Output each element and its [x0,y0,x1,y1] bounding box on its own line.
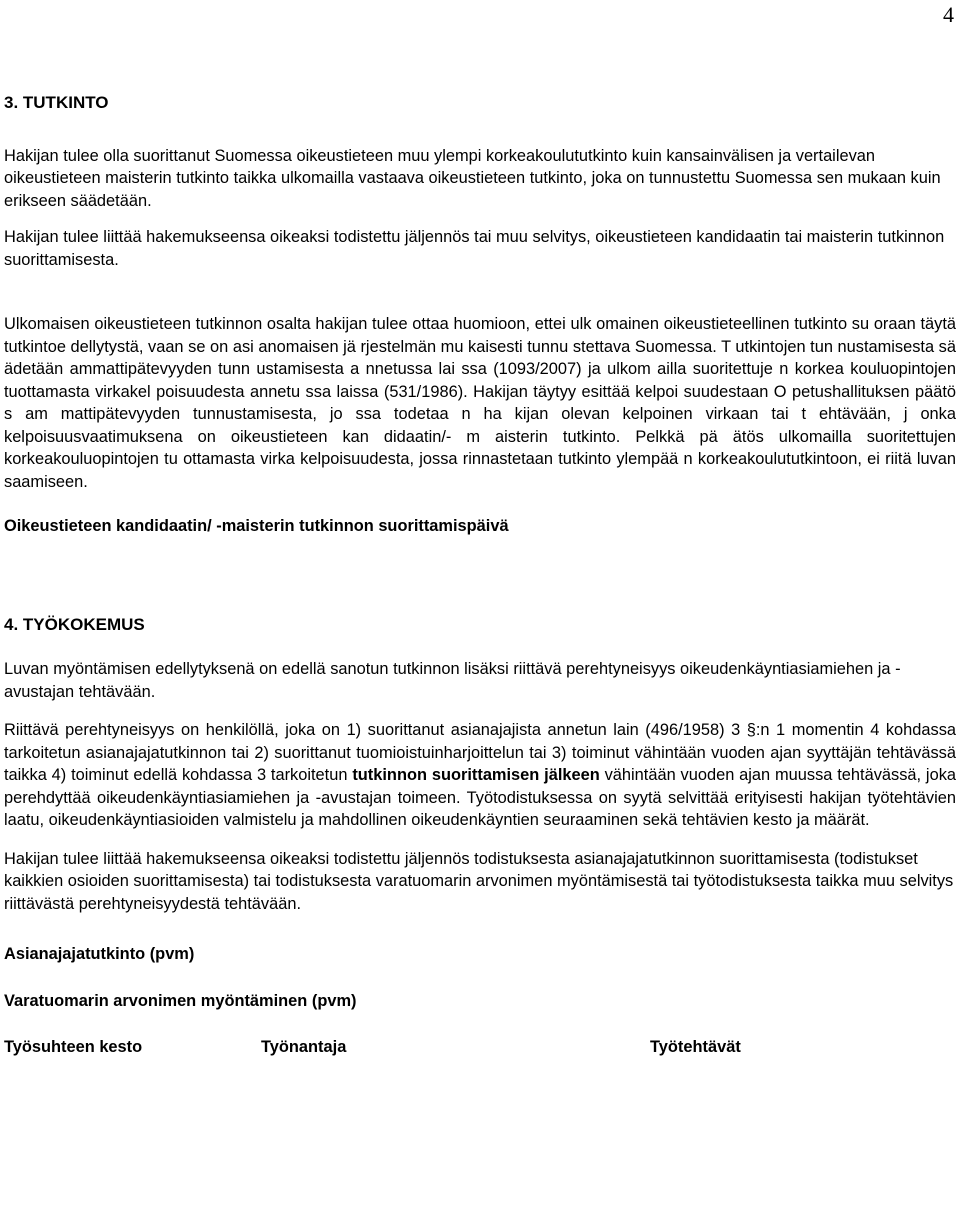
bar-exam-date-field-label: Asianajajatutkinto (pvm) [4,945,195,963]
section-3-paragraph-2: Hakijan tulee liittää hakemukseensa oikeaksi todistettu jäljennös tai muu selvitys, oikeustieteen kandidaatin tai maisterin tutkinnon suorittamisesta. [4,228,945,269]
section-3-paragraph-3: Ulkomaisen oikeustieteen tutkinnon osalta hakijan tulee ottaa huomioon, ettei ulk omainen oikeustieteellinen tutkinto su oraan täytä tutkintoe dellytystä, vaan se on asi anomaisen jä rjestelmän mu kaisesti tunnu stettava Suomessa. T utkintojen tun nustamisesta sä ädetään ammattipätevyyden tunn ustamisesta a nnetussa lai ssa (1093/2007) ja ulkom ailla suoritettuje n korkea kouluopintojen tuottamasta virkakel poisuudesta annetu ssa laissa (531/1986). Hakijan täytyy esittää kelpoi suudestaan O petushallituksen päätö s am mattipätevyyden tunnustamisesta, jo ssa todetaa n ha kijan olevan kelpoinen virkaan tai t ehtävään, j onka kelpoisuusvaatimuksena on oikeustieteen kan didaatin/- m aisterin tutkinto. Pelkkä pä ätös ulkomailla suoritettujen korkeakouluopintojen tu ottamasta virka kelpoisuudesta, jossa rinnastetaan tutkinto ylempää n korkeakoulututkintoon, ei riitä luvan saamiseen. [4,315,956,491]
employment-table-header [4,1036,956,1058]
section-4-paragraph-3: Hakijan tulee liittää hakemukseensa oikeaksi todistettu jäljennös todistuksesta asianajajatutkinnon suorittamisesta (todistukset kaikkien osioiden suorittamisesta) tai todistuksesta varatuomarin arvonimen myöntämisestä tai työtodistuksesta taikka muu selvitys riittävästä perehtyneisyydestä tehtävään. [4,849,954,913]
title-grant-date-field-label: Varatuomarin arvonimen myöntäminen (pvm) [4,991,357,1010]
section-3-title: 3. TUTKINTO [4,93,109,112]
section-4-title: 4. TYÖKOKEMUS [4,614,145,634]
section-4-paragraph-1: Luvan myöntämisen edellytyksenä on edellä sanotun tutkinnon lisäksi riittävä perehtyneisyys oikeudenkäyntiasiamiehen ja -avustajan tehtävään. [4,660,901,701]
emphasized-text: tutkinnon suorittamisen jälkeen [352,766,600,784]
paragraph-text: vähintään vuoden ajan muussa tehtävässä, joka perehdyttää oikeudenkäyntiasiamiehen ja -avustajan toimeen. Työtodistuksessa on syytä selvittää erityisesti hakijan työtehtävien laatu, oikeudenkäyntiasioiden valmistelu ja mahdollinen oikeudenkäyntien seuraaminen sekä tehtävien kesto ja määrät. [4,766,956,829]
column-header-duration: Työsuhteen kesto [4,1038,143,1056]
column-header-tasks: Työtehtävät [650,1038,741,1056]
document-body [4,92,956,1058]
page-number: 4 [943,2,954,27]
paragraph-text: Riittävä perehtyneisyys on henkilöllä, joka on 1) suorittanut asianajajista annetun lain (496/1958) 3 §:n 1 momentin 4 kohdassa tarkoitetun asianajajatutkinnon tai 2) suorittanut tuomioistuinharjoittelun tai 3) toiminut vähintään vuoden ajan syyttäjän tehtävässä taikka 4) toiminut edellä kohdassa 3 tarkoitetun [4,721,956,784]
section-4-paragraph-2 [4,719,956,832]
section-3-paragraph-1: Hakijan tulee olla suorittanut Suomessa oikeustieteen muu ylempi korkeakoulututkinto kuin kansainvälisen ja vertailevan oikeustieteen maisterin tutkinto taikka ulkomailla vastaava oikeustieteen tutkinto, joka on tunnustettu Suomessa sen mukaan kuin erikseen säädetään. [4,146,941,210]
graduation-date-field-label: Oikeustieteen kandidaatin/ -maisterin tutkinnon suorittamispäivä [4,517,509,535]
column-header-employer: Työnantaja [261,1038,347,1056]
